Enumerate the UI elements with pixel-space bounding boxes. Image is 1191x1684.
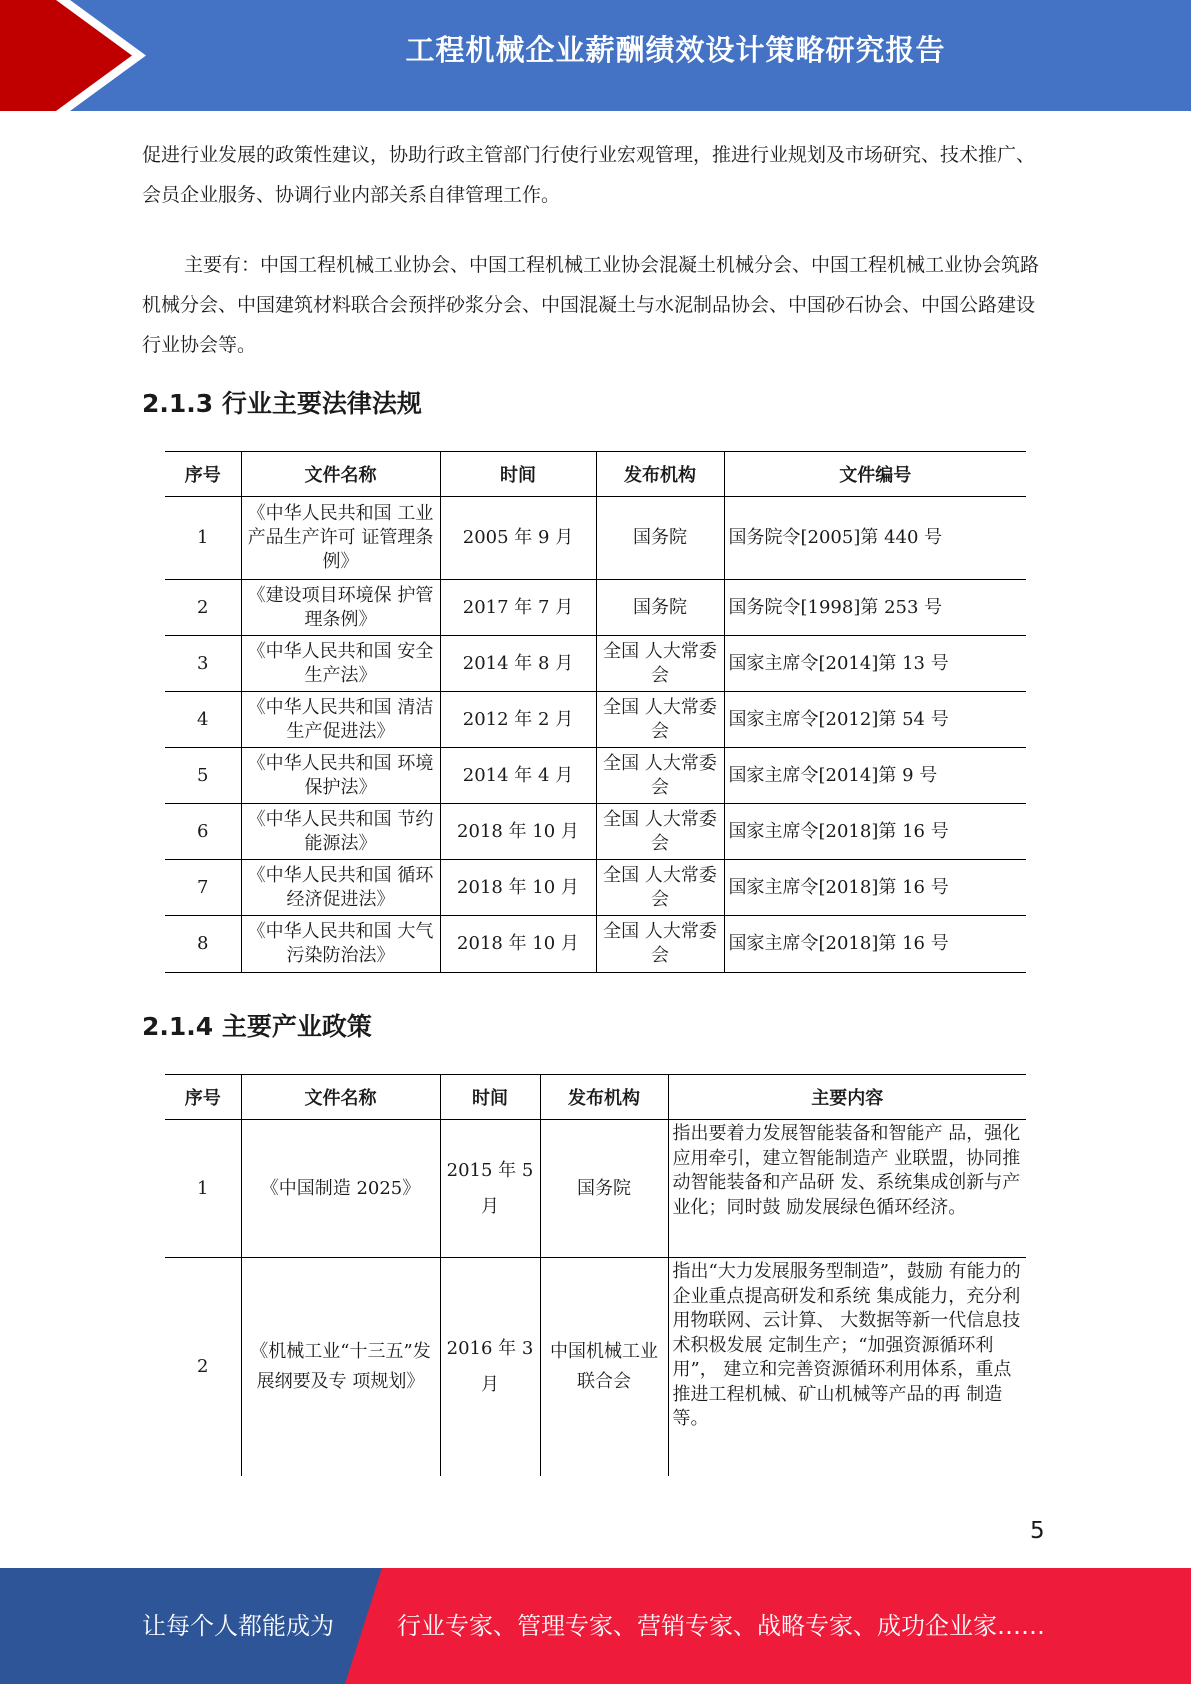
cell-index: 6 <box>165 804 241 860</box>
cell-index: 8 <box>165 916 241 973</box>
cell-index: 1 <box>165 497 241 580</box>
footer-slogan-left: 让每个人都能成为 <box>142 1612 334 1640</box>
laws-table <box>165 451 1026 973</box>
cell-name: 《中华人民共和国 安全生产法》 <box>241 636 440 692</box>
cell-index: 3 <box>165 636 241 692</box>
cell-doc-number: 国家主席令[2014]第 9 号 <box>724 748 1026 804</box>
cell-name: 《中华人民共和国 环境保护法》 <box>241 748 440 804</box>
cell-date: 2018 年 10 月 <box>440 860 596 916</box>
col-header-date: 时间 <box>440 452 596 497</box>
col-header-issuer: 发布机构 <box>596 452 724 497</box>
cell-name: 《中华人民共和国 循环经济促进法》 <box>241 860 440 916</box>
cell-issuer: 国务院 <box>540 1120 668 1258</box>
cell-name: 《机械工业“十三五”发展纲要及专 项规划》 <box>241 1258 440 1476</box>
cell-date: 2014 年 8 月 <box>440 636 596 692</box>
cell-date: 2012 年 2 月 <box>440 692 596 748</box>
report-title: 工程机械企业薪酬绩效设计策略研究报告 <box>405 33 946 67</box>
body-paragraph-2-text: 主要有：中国工程机械工业协会、中国工程机械工业协会混凝土机械分会、中国工程机械工业协会筑路机械分会、中国建筑材料联合会预拌砂浆分会、中国混凝土与水泥制品协会、中国砂石协会、中国公路建设行业协会等。 <box>142 254 1040 356</box>
table-row <box>165 1120 1026 1258</box>
cell-date: 2005 年 9 月 <box>440 497 596 580</box>
page-footer <box>0 1568 1191 1684</box>
table-row <box>165 748 1026 804</box>
table-row <box>165 636 1026 692</box>
cell-name: 《建设项目环境保 护管理条例》 <box>241 580 440 636</box>
col-header-date: 时间 <box>440 1075 540 1120</box>
cell-name: 《中华人民共和国 大气污染防治法》 <box>241 916 440 973</box>
col-header-name: 文件名称 <box>241 1075 440 1120</box>
cell-name: 《中华人民共和国 清洁生产促进法》 <box>241 692 440 748</box>
cell-name: 《中国制造 2025》 <box>241 1120 440 1258</box>
cell-issuer: 国务院 <box>596 497 724 580</box>
cell-date: 2014 年 4 月 <box>440 748 596 804</box>
table-row <box>165 1258 1026 1476</box>
cell-date: 2015 年 5 月 <box>440 1120 540 1258</box>
cell-doc-number: 国家主席令[2012]第 54 号 <box>724 692 1026 748</box>
cell-date: 2018 年 10 月 <box>440 916 596 973</box>
section-heading-policies: 2.1.4 主要产业政策 <box>142 1012 372 1041</box>
cell-issuer: 国务院 <box>596 580 724 636</box>
col-header-name: 文件名称 <box>241 452 440 497</box>
table-row <box>165 860 1026 916</box>
table-row <box>165 580 1026 636</box>
table-header-row <box>165 452 1026 497</box>
table-row <box>165 916 1026 973</box>
footer-slogan-right: 行业专家、管理专家、营销专家、战略专家、成功企业家…… <box>397 1612 1045 1640</box>
cell-doc-number: 国务院令[2005]第 440 号 <box>724 497 1026 580</box>
cell-doc-number: 国家主席令[2018]第 16 号 <box>724 916 1026 973</box>
table-row <box>165 692 1026 748</box>
cell-doc-number: 国家主席令[2018]第 16 号 <box>724 860 1026 916</box>
cell-name: 《中华人民共和国 节约能源法》 <box>241 804 440 860</box>
cell-issuer: 全国 人大常委会 <box>596 748 724 804</box>
col-header-doc-number: 文件编号 <box>724 452 1026 497</box>
cell-doc-number: 国家主席令[2014]第 13 号 <box>724 636 1026 692</box>
cell-index: 5 <box>165 748 241 804</box>
cell-content: 指出“大力发展服务型制造”，鼓励 有能力的企业重点提高研发和系统 集成能力，充分利用物联网、云计算、 大数据等新一代信息技术积极发展 定制生产；“加强资源循环利用”， 建立和完善资源循环利用体系，重点 推进工程机械、矿山机械等产品的再 制造等。 <box>668 1258 1026 1476</box>
cell-issuer: 全国 人大常委会 <box>596 804 724 860</box>
table-header-row <box>165 1075 1026 1120</box>
cell-content: 指出要着力发展智能装备和智能产 品，强化应用牵引，建立智能制造产 业联盟，协同推动智能装备和产品研 发、系统集成创新与产业化；同时鼓 励发展绿色循环经济。 <box>668 1120 1026 1258</box>
cell-index: 7 <box>165 860 241 916</box>
section-heading-laws: 2.1.3 行业主要法律法规 <box>142 389 422 418</box>
cell-issuer: 全国 人大常委会 <box>596 916 724 973</box>
cell-index: 4 <box>165 692 241 748</box>
cell-index: 2 <box>165 1258 241 1476</box>
cell-index: 1 <box>165 1120 241 1258</box>
cell-issuer: 中国机械工业联合会 <box>540 1258 668 1476</box>
cell-issuer: 全国 人大常委会 <box>596 636 724 692</box>
table-row <box>165 497 1026 580</box>
cell-name: 《中华人民共和国 工业产品生产许可 证管理条例》 <box>241 497 440 580</box>
col-header-issuer: 发布机构 <box>540 1075 668 1120</box>
page-number: 5 <box>1030 1518 1045 1544</box>
cell-index: 2 <box>165 580 241 636</box>
cell-date: 2017 年 7 月 <box>440 580 596 636</box>
header-chevron-icon <box>0 0 160 111</box>
policies-table <box>165 1074 1026 1476</box>
table-row <box>165 804 1026 860</box>
col-header-index: 序号 <box>165 452 241 497</box>
body-paragraph-2 <box>142 245 1047 365</box>
cell-date: 2018 年 10 月 <box>440 804 596 860</box>
cell-date: 2016 年 3 月 <box>440 1258 540 1476</box>
col-header-content: 主要内容 <box>668 1075 1026 1120</box>
body-paragraph-1: 促进行业发展的政策性建议，协助行政主管部门行使行业宏观管理，推进行业规划及市场研究、技术推广、会员企业服务、协调行业内部关系自律管理工作。 <box>142 144 1036 206</box>
cell-doc-number: 国务院令[1998]第 253 号 <box>724 580 1026 636</box>
cell-doc-number: 国家主席令[2018]第 16 号 <box>724 804 1026 860</box>
cell-issuer: 全国 人大常委会 <box>596 692 724 748</box>
cell-issuer: 全国 人大常委会 <box>596 860 724 916</box>
col-header-index: 序号 <box>165 1075 241 1120</box>
page-header <box>0 0 1191 111</box>
